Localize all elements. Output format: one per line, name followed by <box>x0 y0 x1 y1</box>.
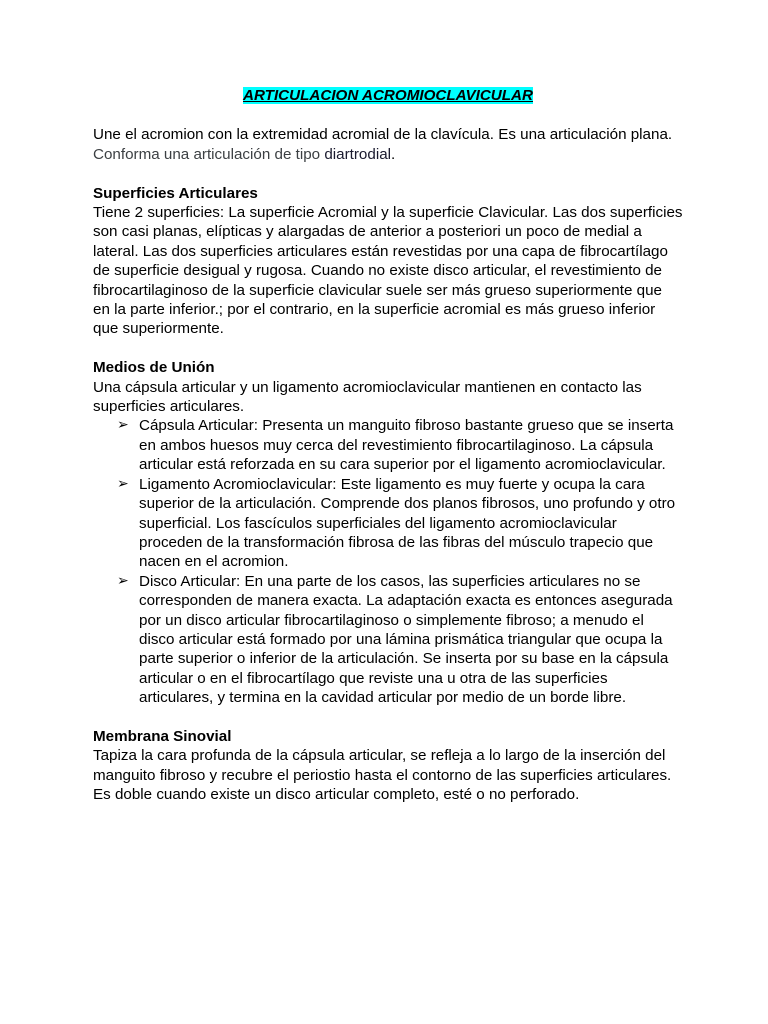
intro-text-3: diartrodial <box>324 145 392 163</box>
list-item-text: Ligamento Acromioclavicular: Este ligamento es muy fuerte y ocupa la cara superior de la articulación. Comprende dos planos fibrosos, uno profundo y otro superficial. Los fascículos superficiales del ligamento acromioclavicular proceden de la transformación fibrosa de las fibras del músculo trapecio que nacen en el acromion. <box>139 475 676 571</box>
section-body-superficies: Tiene 2 superficies: La superficie Acromial y la superficie Clavicular. Las dos superficies son casi planas, elípticas y alargadas de anterior a posteriori un poco de medial a lateral. Las dos superficies articulares están revestidas por una capa de fibrocartílago de superficie desigual y rugosa. Cuando no existe disco articular, el revestimiento de fibrocartilaginoso de la superficie clavicular suele ser más grueso superiormente que en la parte inferior.; por el contrario, en la superficie acromial es más grueso inferior que superiormente. <box>93 204 683 338</box>
list-item-text: Cápsula Articular: Presenta un manguito fibroso bastante grueso que se inserta en ambos huesos muy cerca del revestimiento fibrocartilaginoso. La cápsula articular está reforzada en su cara superior por el ligamento acromioclavicular. <box>139 417 674 474</box>
section-body-membrana: Tapiza la cara profunda de la cápsula articular, se refleja a lo largo de la inserción del manguito fibroso y recubre el periostio hasta el contorno de las superficies articulares. Es doble cuando existe un disco articular completo, esté o no perforado. <box>93 747 672 804</box>
intro-paragraph <box>93 125 683 164</box>
intro-text-1: Une el acromion con la extremidad acromial de la clavícula. Es una articulación plana. <box>93 126 673 144</box>
section-membrana <box>93 727 683 805</box>
list-item-text: Disco Articular: En una parte de los casos, las superficies articulares no se corresponden de manera exacta. La adaptación exacta es entonces asegurada por un disco articular fibrocartilaginoso o simplemente fibroso; a menudo el disco articular está formado por una lámina prismática triangular que ocupa la parte superior o inferior de la articulación. Se inserta por su base en la cápsula articular o en el fibrocartílago que reviste una u otra de las superficies articulares, y termina en la cavidad articular por medio de un borde libre. <box>139 572 673 707</box>
section-medios <box>93 358 683 707</box>
section-heading-medios: Medios de Unión <box>93 359 215 377</box>
list-item-disco <box>117 572 683 708</box>
arrow-bullet-icon: ➢ <box>117 417 129 434</box>
intro-text-4: . <box>391 145 396 163</box>
list-item-capsula <box>117 416 683 474</box>
section-heading-membrana: Membrana Sinovial <box>93 727 232 745</box>
section-superficies <box>93 184 683 339</box>
list-item-ligamento <box>117 475 683 572</box>
title-row <box>93 86 683 105</box>
section-body-medios: Una cápsula articular y un ligamento acromioclavicular mantienen en contacto las superficies articulares. <box>93 378 642 416</box>
arrow-bullet-icon: ➢ <box>117 475 129 492</box>
section-heading-superficies: Superficies Articulares <box>93 184 258 202</box>
arrow-bullet-icon: ➢ <box>117 572 129 589</box>
document-page <box>93 86 683 824</box>
intro-text-2: Conforma una articulación de tipo <box>93 145 325 163</box>
document-title: ARTICULACION ACROMIOCLAVICULAR <box>243 87 533 104</box>
medios-bullet-list <box>93 416 683 707</box>
